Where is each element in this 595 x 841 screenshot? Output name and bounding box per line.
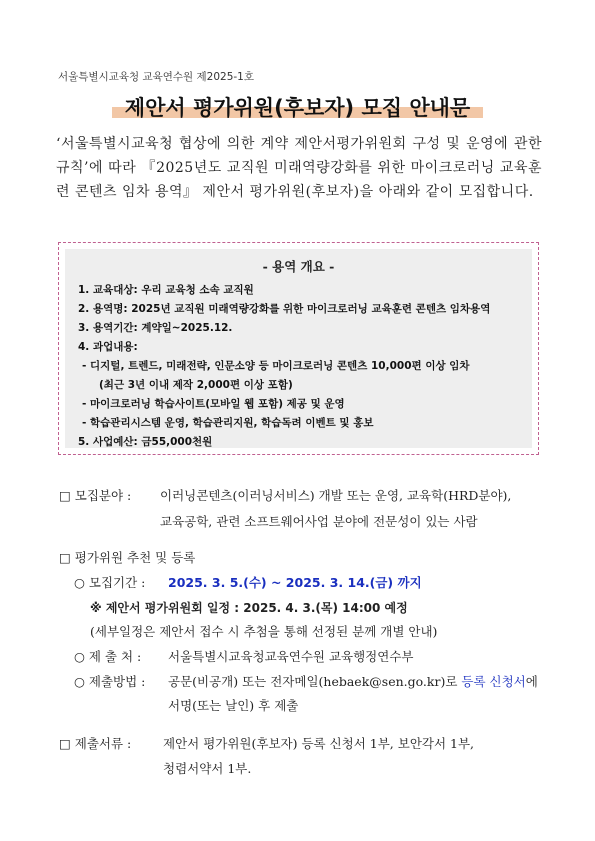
registration-heading: □ 평가위원 추천 및 등록 — [59, 550, 196, 565]
field-label: □ 모집분야 : — [59, 488, 132, 503]
document-number: 서울특별시교육청 교육연수원 제2025-1호 — [58, 71, 255, 83]
field-line-2: 교육공학, 관련 소프트웨어사업 분야에 전문성이 있는 사람 — [160, 514, 478, 529]
page-title: 제안서 평가위원(후보자) 모집 안내문 — [124, 96, 471, 120]
submit-to-value: 서울특별시교육청교육연수원 교육행정연수부 — [168, 649, 414, 664]
overview-line: - 마이크로러닝 학습사이트(모바일 웹 포함) 제공 및 운영 — [82, 398, 345, 410]
documents-line-2: 청렴서약서 1부. — [163, 761, 252, 776]
method-label: ○ 제출방법 : — [74, 674, 146, 689]
registration-form-link[interactable]: 등록 신청서 — [461, 674, 526, 689]
documents-line-1: 제안서 평가위원(후보자) 등록 신청서 1부, 보안각서 1부, — [163, 736, 475, 751]
overview-line: 1. 교육대상: 우리 교육청 소속 교직원 — [78, 284, 254, 296]
overview-line: (최근 3년 이내 제작 2,000편 이상 포함) — [99, 379, 293, 391]
detail-note: (세부일정은 제안서 접수 시 추첨을 통해 선정된 분께 개별 안내) — [90, 624, 438, 639]
period-value: 2025. 3. 5.(수) ~ 2025. 3. 14.(금) 까지 — [168, 575, 422, 590]
overview-box — [58, 242, 539, 455]
overview-line: - 학습관리시스템 운영, 학습관리지원, 학습독려 이벤트 및 홍보 — [82, 417, 374, 429]
committee-note: ※ 제안서 평가위원회 일정 : 2025. 4. 3.(목) 14:00 예정 — [90, 601, 408, 615]
overview-title: - 용역 개요 - — [262, 259, 335, 274]
method-suffix: 에 — [525, 674, 538, 689]
overview-line: 4. 과업내용: — [78, 341, 138, 353]
method-line-2: 서명(또는 날인) 후 제출 — [168, 698, 299, 713]
period-label: ○ 모집기간 : — [74, 575, 146, 590]
overview-panel — [65, 249, 532, 448]
overview-line: - 디지털, 트렌드, 미래전략, 인문소양 등 마이크로러닝 콘텐츠 10,000편 이상 임차 — [82, 360, 470, 372]
intro-paragraph: ‘서울특별시교육청 협상에 의한 계약 제안서평가위원회 구성 및 운영에 관한 규칙’에 따라 『2025년도 교직원 미래역량강화를 위한 마이크로러닝 교육훈련 콘텐츠 임차 용역』 제안서 평가위원(후보자)을 아래와 같이 모집합니다. — [56, 136, 542, 200]
overview-line: 3. 용역기간: 계약일~2025.12. — [78, 322, 233, 334]
field-line-1: 이러닝콘텐츠(이러닝서비스) 개발 또는 운영, 교육학(HRD분야), — [160, 488, 512, 503]
overview-line: 2. 용역명: 2025년 교직원 미래역량강화를 위한 마이크로러닝 교육훈련 콘텐츠 임차용역 — [78, 303, 491, 315]
method-text: 공문(비공개) 또는 전자메일(hebaek@sen.go.kr)로 — [168, 674, 458, 689]
documents-label: □ 제출서류 : — [59, 736, 132, 751]
submit-to-label: ○ 제 출 처 : — [74, 649, 142, 664]
method-line-1 — [168, 672, 538, 690]
overview-line: 5. 사업예산: 금55,000천원 — [78, 436, 213, 448]
